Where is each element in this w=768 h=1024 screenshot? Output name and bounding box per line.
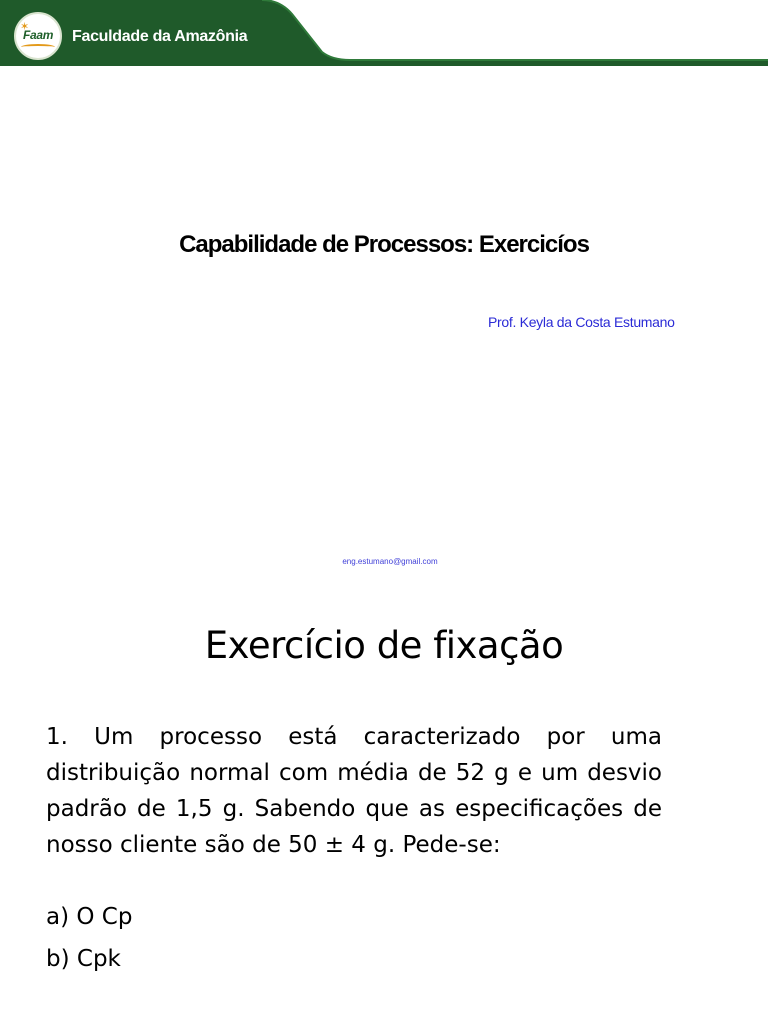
- exercise-title: Exercício de fixação: [204, 624, 564, 667]
- logo-swoosh-icon: ✶: [20, 21, 30, 33]
- logo-text: Faam: [23, 28, 54, 42]
- slide-title: Capabilidade de Processos: Exercicíos: [179, 231, 589, 258]
- exercise-item-a: a) O Cp: [46, 904, 133, 930]
- author-email: eng.estumano@gmail.com: [342, 557, 438, 566]
- faam-logo: [14, 12, 62, 60]
- institution-name: Faculdade da Amazônia: [72, 28, 248, 45]
- header-band: [0, 0, 768, 66]
- exercise-item-b: b) Cpk: [46, 946, 121, 972]
- exercise-question: 1. Um processo está caracterizado por uma distribuição normal com média de 52 g e um desvio padrão de 1,5 g. Sabendo que as especificações de nosso cliente são de 50 ± 4 g. Pede-se:: [46, 724, 662, 858]
- logo-ring-icon: [21, 44, 55, 50]
- author-name: Prof. Keyla da Costa Estumano: [488, 314, 675, 330]
